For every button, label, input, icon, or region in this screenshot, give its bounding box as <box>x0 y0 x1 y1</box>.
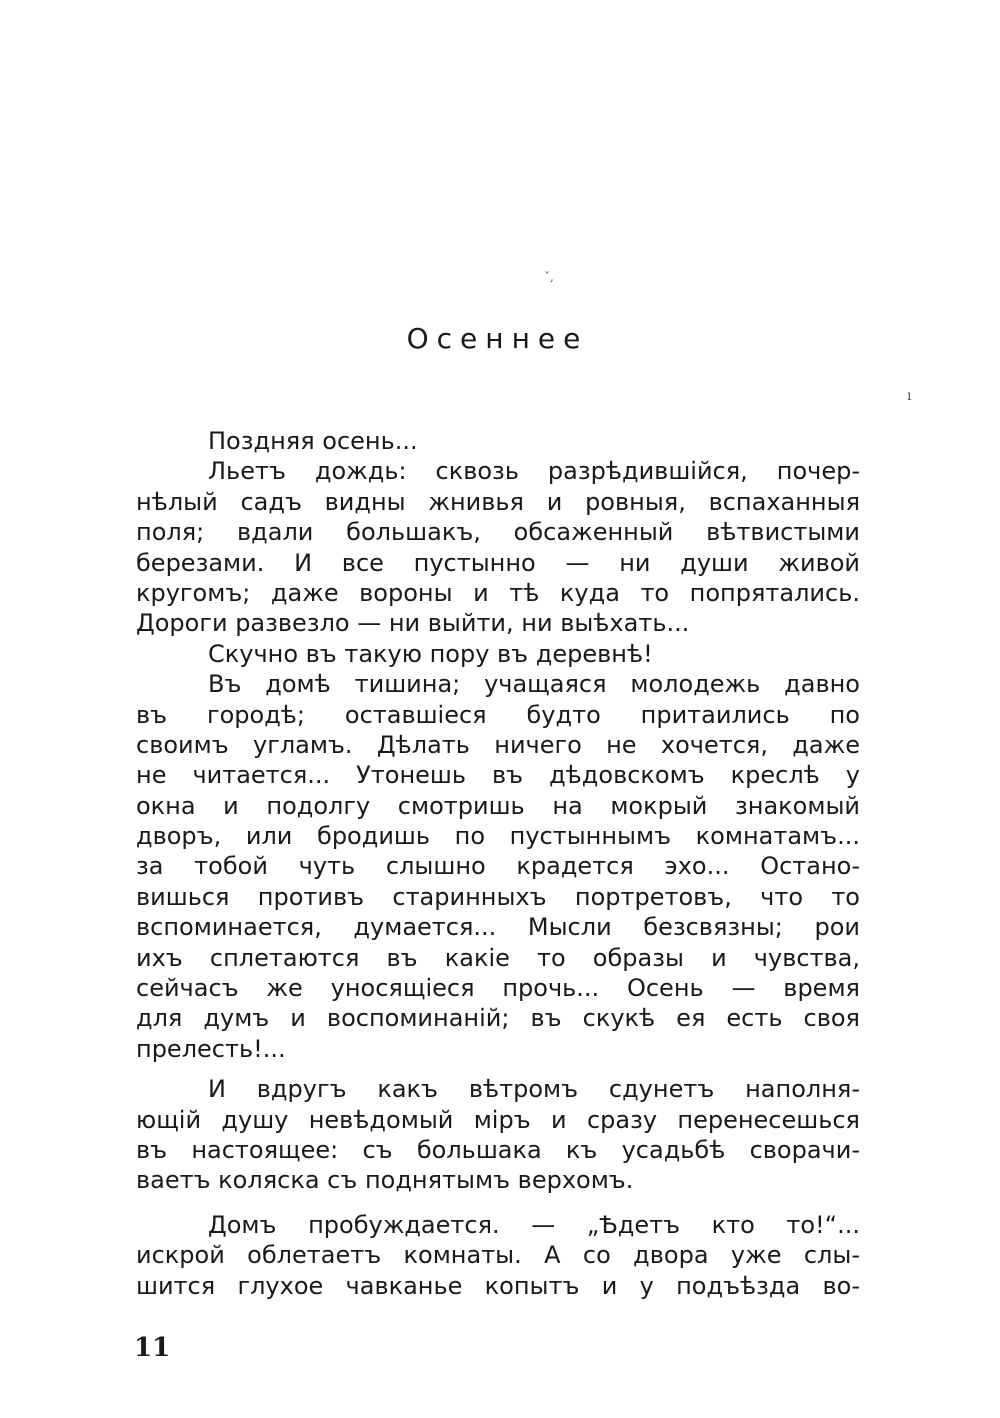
text-line: для думъ и воспоминаній; въ скукѣ ея есть своя <box>136 1004 860 1033</box>
text-line: Въ домѣ тишина; учащаяся молодежь давно <box>208 670 860 699</box>
text-line: въ настоящее: съ большака къ усадьбѣ сворачи- <box>136 1135 860 1164</box>
text-line: дворъ, или бродишь по пустыннымъ комнатамъ... <box>136 822 860 851</box>
text-line: вспоминается, думается... Мысли безсвязны; рои <box>136 913 860 942</box>
text-line: ихъ сплетаются въ какіе то образы и чувства, <box>136 943 860 972</box>
text-line: искрой облетаетъ комнаты. А со двора уже слы- <box>136 1241 860 1270</box>
text-line: не читается... Утонешь въ дѣдовскомъ креслѣ у <box>136 761 860 790</box>
text-line: Дороги развезло — ни выйти, ни выѣхать... <box>136 609 690 638</box>
text-line: поля; вдали большакъ, обсаженный вѣтвистыми <box>136 518 860 547</box>
text-line: сейчасъ же уносящіеся прочь... Осень — время <box>136 974 860 1003</box>
text-line: окна и подолгу смотришь на мокрый знакомый <box>136 791 860 820</box>
text-line: Скучно въ такую пору въ деревнѣ! <box>208 639 653 668</box>
text-line: вишься противъ старинныхъ портретовъ, что то <box>136 882 860 911</box>
text-line: своимъ угламъ. Дѣлать ничего не хочется, даже <box>136 730 860 759</box>
text-line: ющій душу невѣдомый міръ и сразу перенесешься <box>136 1105 860 1134</box>
text-line: нѣлый садъ видны жнивья и ровныя, вспаханныя <box>136 487 860 516</box>
text-line: шится глухое чавканье копытъ и у подъѣзда во- <box>136 1271 860 1300</box>
text-line: прелесть!... <box>136 1034 286 1063</box>
body-text <box>136 426 860 1301</box>
text-line: Поздняя осень... <box>208 427 418 455</box>
text-line: въ городѣ; оставшіеся будто притаились по <box>136 700 860 729</box>
text-line: ваетъ коляска съ поднятымъ верхомъ. <box>136 1166 634 1195</box>
text-line: кругомъ; даже вороны и тѣ куда то попрятались. <box>136 578 860 607</box>
page-number: 11 <box>134 1333 171 1363</box>
chapter-title: Осеннее <box>406 322 589 355</box>
text-line: за тобой чуть слышно крадется эхо... Остано- <box>136 852 860 881</box>
text-line: Льетъ дождь: сквозь разрѣдившійся, почер- <box>208 457 860 486</box>
text-line: березами. И все пустынно — ни души живой <box>136 548 860 577</box>
text-line: Домъ пробуждается. — „Ѣдетъ кто то!“... <box>208 1210 860 1239</box>
text-line: И вдругъ какъ вѣтромъ сдунетъ наполня- <box>208 1075 860 1104</box>
stray-print-mark: ˇ, <box>544 270 554 284</box>
stray-print-mark: ı <box>907 388 912 404</box>
